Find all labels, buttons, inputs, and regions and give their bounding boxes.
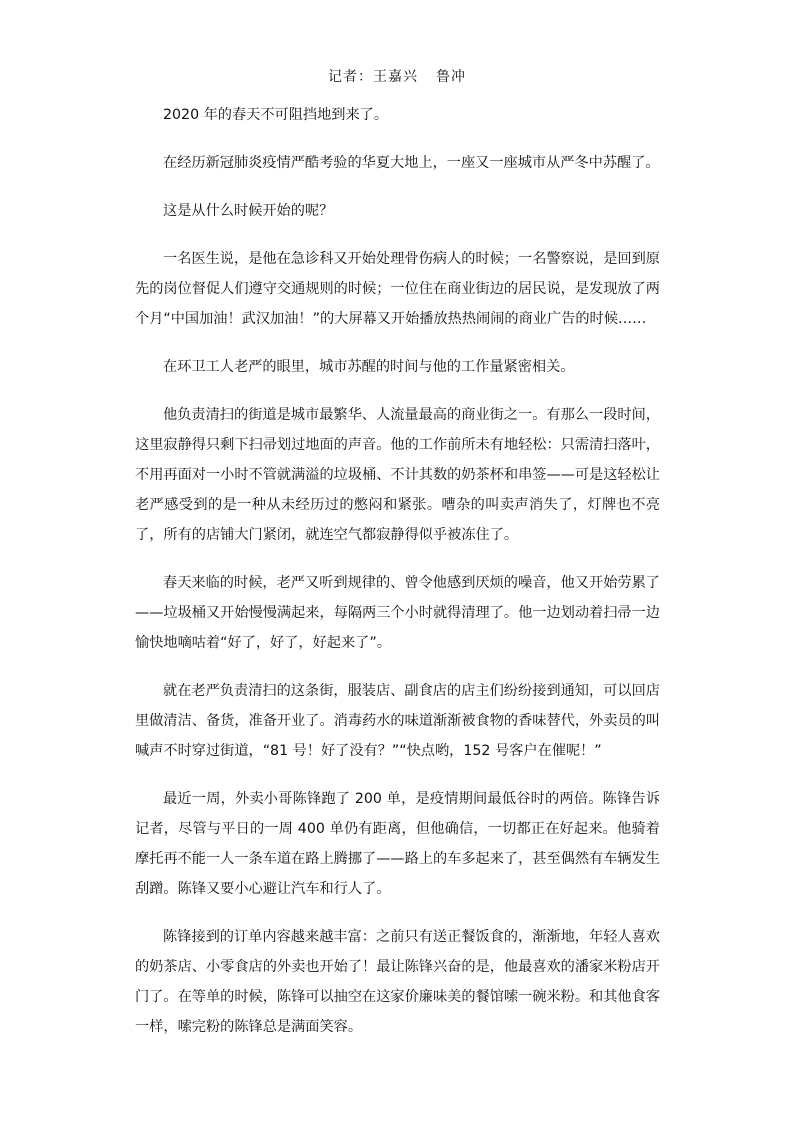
paragraph-9: 最近一周，外卖小哥陈锋跑了 200 单，是疫情期间最低谷时的两倍。陈锋告诉记者，尽管与平日的一周 400 单仍有距离，但他确信，一切都正在好起来。他骑着摩托再不能一人一条车道在路上腾挪了——路上的车多起来了，甚至偶然有车辆发生刮蹭。陈锋又要小心避让汽车和行人了。 xyxy=(135,791,660,897)
article-body xyxy=(135,100,660,1060)
byline-label: 记者： xyxy=(328,69,373,85)
paragraph-10: 陈锋接到的订单内容越来越丰富：之前只有送正餐饭食的，渐渐地，年轻人喜欢的奶茶店、小零食店的外卖也开始了！最让陈锋兴奋的是，他最喜欢的潘家米粉店开门了。在等单的时候，陈锋可以抽空在这家价廉味美的餐馆嗦一碗米粉。和其他食客一样，嗦完粉的陈锋总是满面笑容。 xyxy=(135,929,660,1035)
byline xyxy=(0,66,794,86)
paragraph-2: 在经历新冠肺炎疫情严酷考验的华夏大地上，一座又一座城市从严冬中苏醒了。 xyxy=(163,155,660,171)
paragraph-1: 2020 年的春天不可阻挡地到来了。 xyxy=(163,107,389,123)
paragraph-3: 这是从什么时候开始的呢？ xyxy=(163,203,334,219)
paragraph-8: 就在老严负责清扫的这条街，服装店、副食店的店主们纷纷接到通知，可以回店里做清洁、备货，准备开业了。消毒药水的味道渐渐被食物的香味替代，外卖员的叫喊声不时穿过街道，“81 号！好了没有？”“快点哟，152 号客户在催呢！” xyxy=(135,683,660,759)
paragraph-6: 他负责清扫的街道是城市最繁华、人流量最高的商业街之一。有那么一段时间，这里寂静得只剩下扫帚划过地面的声音。他的工作前所未有地轻松：只需清扫落叶，不用再面对一小时不管就满溢的垃圾桶、不计其数的奶茶杯和串签——可是这轻松让老严感受到的是一种从未经历过的憋闷和紧张。嘈杂的叫卖声消失了，灯牌也不亮了，所有的店铺大门紧闭，就连空气都寂静得似乎被冻住了。 xyxy=(135,407,660,543)
paragraph-4: 一名医生说，是他在急诊科又开始处理骨伤病人的时候；一名警察说，是回到原先的岗位督促人们遵守交通规则的时候；一位住在商业街边的居民说，是发现放了两个月“中国加油！武汉加油！”的大屏幕又开始播放热热闹闹的商业广告的时候…… xyxy=(135,251,660,327)
paragraph-5: 在环卫工人老严的眼里，城市苏醒的时间与他的工作量紧密相关。 xyxy=(163,359,575,375)
byline-reporter-1: 王嘉兴 xyxy=(373,69,418,85)
paragraph-7: 春天来临的时候，老严又听到规律的、曾令他感到厌烦的噪音，他又开始劳累了——垃圾桶又开始慢慢满起来，每隔两三个小时就得清理了。他一边划动着扫帚一边愉快地嘀咕着“好了，好了，好起来了”。 xyxy=(135,575,660,651)
byline-reporter-2: 鲁冲 xyxy=(436,69,466,85)
